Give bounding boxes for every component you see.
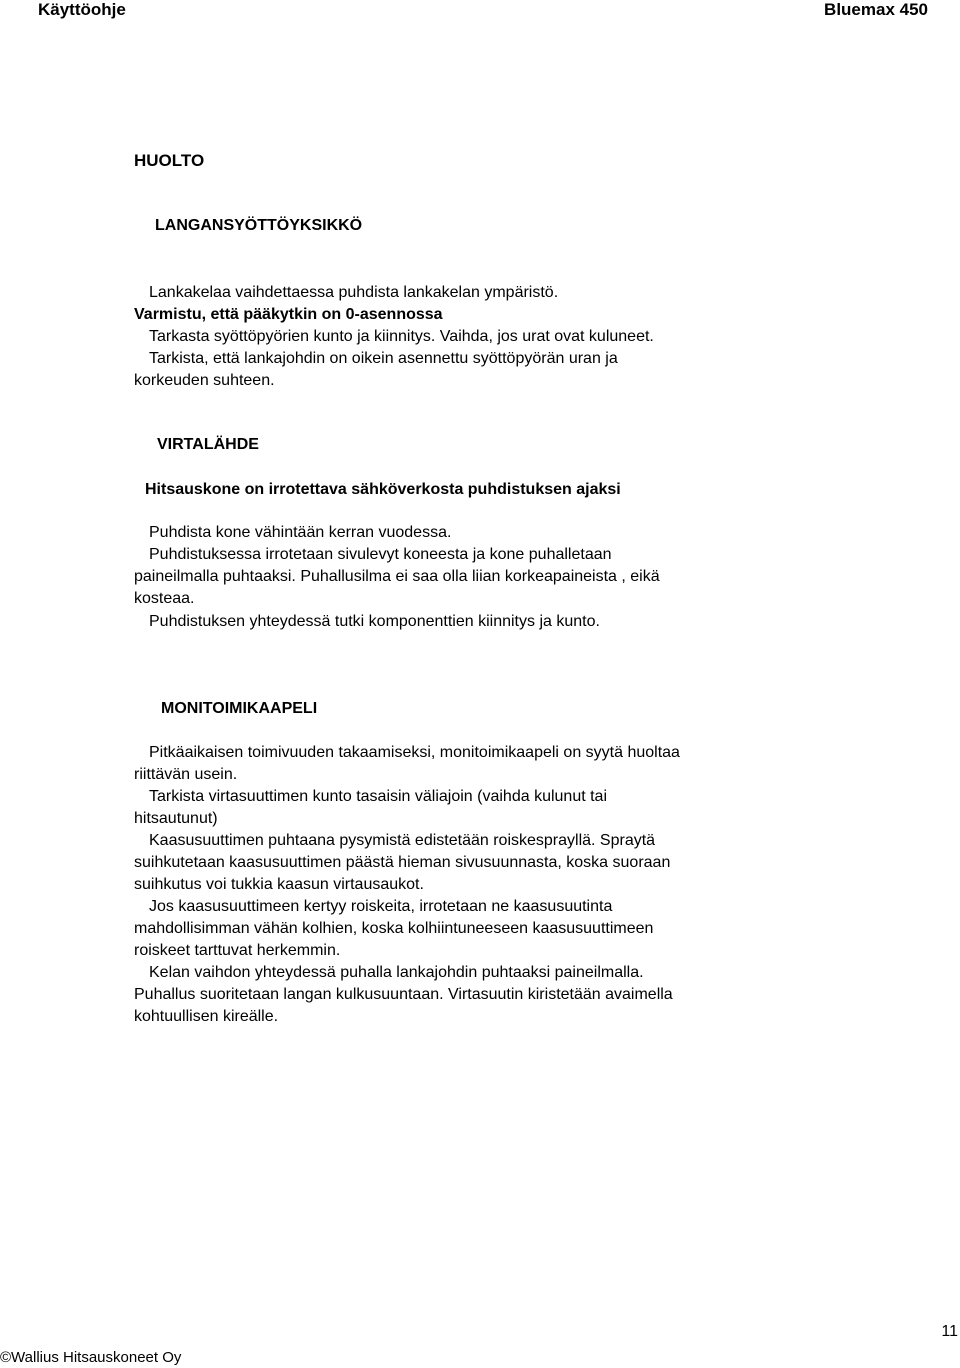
text-line: suihkutus voi tukkia kaasun virtausaukot. — [134, 876, 424, 893]
text-line: Tarkista virtasuuttimen kunto tasaisin väliajoin (vaihda kulunut tai — [149, 788, 608, 805]
text-line: Tarkasta syöttöpyörien kunto ja kiinnitys. Vaihda, jos urat ovat kuluneet. — [149, 328, 654, 345]
text-line: paineilmalla puhtaaksi. Puhallusilma ei saa olla liian korkeapaineista , eikä — [134, 568, 660, 585]
text-line: kosteaa. — [134, 590, 195, 607]
text-line: Lankakelaa vaihdettaessa puhdista lankakelan ympäristö. — [149, 284, 559, 301]
heading-langansyottoyksikko: LANGANSYÖTTÖYKSIKKÖ — [155, 217, 363, 234]
text-line: Kelan vaihdon yhteydessä puhalla lankajohdin puhtaaksi paineilmalla. — [149, 964, 644, 981]
header-right-title: Bluemax 450 — [824, 0, 928, 19]
header-left-title: Käyttöohje — [38, 0, 126, 19]
heading-virtalahde: VIRTALÄHDE — [157, 436, 259, 453]
subheading-virtalahde: Hitsauskone on irrotettava sähköverkosta puhdistuksen ajaksi — [145, 481, 621, 498]
text-line-bold: Varmistu, että pääkytkin on 0-asennossa — [134, 306, 443, 323]
text-line: Tarkista, että lankajohdin on oikein asennettu syöttöpyörän uran ja — [149, 350, 618, 367]
text-line: kohtuullisen kireälle. — [134, 1008, 279, 1025]
text-line: Puhdistuksessa irrotetaan sivulevyt koneesta ja kone puhalletaan — [149, 546, 612, 563]
footer-copyright: ©Wallius Hitsauskoneet Oy — [0, 1349, 182, 1366]
text-line: Kaasusuuttimen puhtaana pysymistä edistetään roiskesprayllä. Spraytä — [149, 832, 656, 849]
text-line: roiskeet tarttuvat herkemmin. — [134, 942, 341, 959]
text-line: Puhdista kone vähintään kerran vuodessa. — [149, 524, 452, 541]
text-line: Puhdistuksen yhteydessä tutki komponenttien kiinnitys ja kunto. — [149, 613, 600, 630]
text-line: suihkutetaan kaasusuuttimen päästä hieman sivusuunnasta, koska suoraan — [134, 854, 671, 871]
heading-monitoimikaapeli: MONITOIMIKAAPELI — [161, 700, 318, 717]
text-line: hitsautunut) — [134, 810, 218, 827]
text-line: Puhallus suoritetaan langan kulkusuuntaan. Virtasuutin kiristetään avaimella — [134, 986, 673, 1003]
text-line: Jos kaasusuuttimeen kertyy roiskeita, irrotetaan ne kaasusuutinta — [149, 898, 613, 915]
text-line: riittävän usein. — [134, 766, 238, 783]
text-line: korkeuden suhteen. — [134, 372, 275, 389]
text-line: Pitkäaikaisen toimivuuden takaamiseksi, monitoimikaapeli on syytä huoltaa — [149, 744, 680, 761]
page-number: 11 — [941, 1323, 958, 1340]
text-line: mahdollisimman vähän kolhien, koska kolhiintuneeseen kaasusuuttimeen — [134, 920, 654, 937]
section-title: HUOLTO — [134, 151, 205, 170]
